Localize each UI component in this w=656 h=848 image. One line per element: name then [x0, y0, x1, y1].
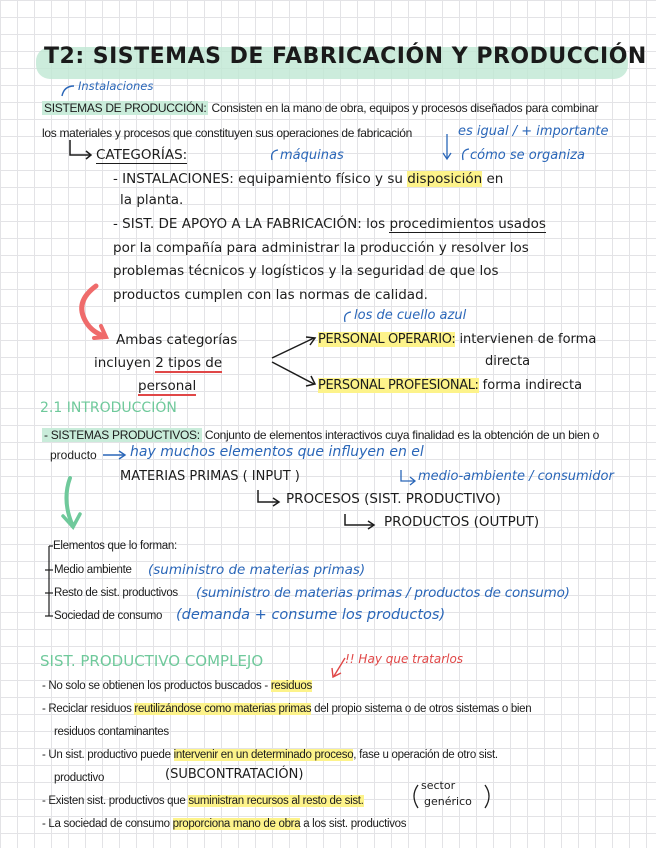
elemento-resto-sist-note: (suministro de materias primas / productos de consumo) — [196, 585, 570, 601]
elemento-sociedad: Sociedad de consumo — [54, 610, 163, 622]
sector-label: sector — [421, 779, 456, 792]
apoyo-line2: por la compañía para administrar la producción y resolver los — [113, 240, 529, 256]
elemento-resto-sist: Resto de sist. productivos — [54, 587, 178, 599]
note-hay-que-tratarlos: !! Hay que tratarlos — [345, 652, 464, 666]
section-introduccion-heading: 2.1 INTRODUCCIÓN — [40, 400, 177, 416]
note-hay-muchos: hay muchos elementos que influyen en el — [130, 444, 424, 460]
procesos: PROCESOS (SIST. PRODUCTIVO) — [286, 491, 501, 507]
instalaciones-line2: la planta. — [120, 192, 184, 208]
generico-label: genérico — [424, 795, 472, 808]
bullet-intervenir: - Un sist. productivo puede intervenir en un determinado proceso, fase u operación de otro sist. — [42, 749, 498, 761]
materias-primas: MATERIAS PRIMAS ( INPUT ) — [120, 469, 300, 484]
sistemas-productivos-line: - SISTEMAS PRODUCTIVOS: Conjunto de elementos interactivos cuya finalidad es la obtención de un bien o — [44, 428, 600, 442]
bullet-reciclar-line2: residuos contaminantes — [54, 726, 169, 738]
note-medio-ambiente: medio-ambiente / consumidor — [418, 469, 614, 484]
note-organiza: cómo se organiza — [470, 148, 585, 163]
ambas-line1: Ambas categorías — [116, 332, 238, 348]
instalaciones-item: - INSTALACIONES: equipamiento físico y su disposición en — [113, 171, 504, 187]
categorias-label: CATEGORÍAS: — [96, 147, 188, 163]
bullet-residuos: - No solo se obtienen los productos buscados - residuos — [42, 680, 312, 692]
elemento-medio-ambiente: Medio ambiente — [54, 564, 132, 576]
sistemas-produccion-line2: los materiales y procesos que constituyen sus operaciones de fabricación — [42, 126, 412, 140]
note-cuello-azul: los de cuello azul — [354, 308, 467, 323]
note-maquinas: máquinas — [280, 148, 344, 163]
bullet-suministran: - Existen sist. productivos que suministran recursos al resto de sist. — [42, 795, 364, 807]
elemento-medio-ambiente-note: (suministro de materias primas) — [148, 562, 366, 578]
personal-operario: PERSONAL OPERARIO: intervienen de forma — [318, 332, 597, 347]
apoyo-line4: productos cumplen con las normas de calidad. — [113, 287, 428, 303]
elementos-heading: Elementos que lo forman: — [53, 540, 177, 552]
personal-operario-line2: directa — [485, 354, 531, 369]
personal-profesional: PERSONAL PROFESIONAL: forma indirecta — [318, 378, 583, 393]
sistemas-produccion-line1: SISTEMAS DE PRODUCCIÓN: Consisten en la mano de obra, equipos y procesos diseñados para combinar — [44, 101, 599, 115]
productos: PRODUCTOS (OUTPUT) — [384, 514, 540, 530]
apoyo-item: - SIST. DE APOYO A LA FABRICACIÓN: los procedimientos usados — [113, 216, 546, 232]
producto-word: producto — [50, 448, 97, 462]
note-igual: es igual / + importante — [458, 124, 609, 139]
apoyo-line3: problemas técnicos y logísticos y la seguridad de que los — [113, 263, 499, 279]
ambas-line2: incluyen 2 tipos de — [94, 355, 223, 371]
page-title: T2: SISTEMAS DE FABRICACIÓN Y PRODUCCIÓN — [44, 44, 647, 69]
sistemas-produccion-heading: SISTEMAS DE PRODUCCIÓN: — [44, 101, 207, 115]
ambas-line3: personal — [138, 378, 197, 394]
bullet-sociedad: - La sociedad de consumo proporciona mano de obra a los sist. productivos — [42, 818, 407, 830]
section-complejo-heading: SIST. PRODUCTIVO COMPLEJO — [40, 652, 264, 670]
bullet-reciclar: - Reciclar residuos reutilizándose como materias primas del propio sistema o de otros sistemas o bien — [42, 703, 532, 715]
elemento-sociedad-note: (demanda + consume los productos) — [176, 607, 446, 623]
note-instalaciones: Instalaciones — [78, 79, 154, 93]
bullet-intervenir-line2: productivo — [54, 772, 105, 784]
subcontratacion: (SUBCONTRATACIÓN) — [165, 767, 304, 782]
